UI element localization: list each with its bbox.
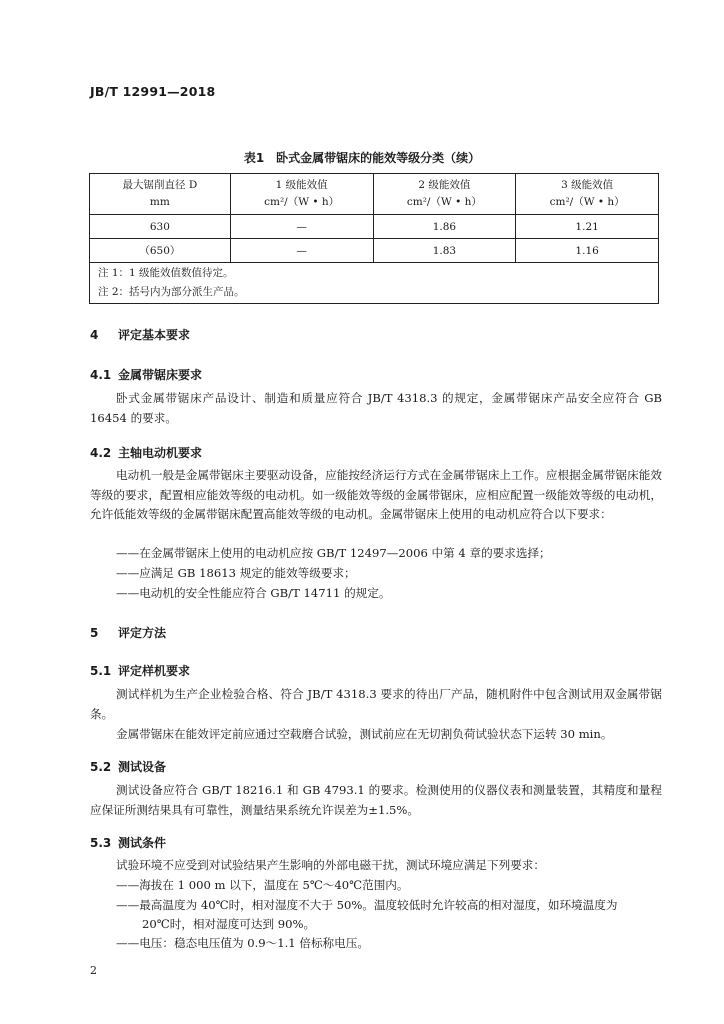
table-notes-row xyxy=(90,263,659,304)
paragraph: 测试样机为生产企业检验合格、符合 JB/T 4318.3 要求的待出厂产品，随机附件中包含测试用双金属带锯条。 xyxy=(90,687,662,721)
table-title: 表1 卧式金属带锯床的能效等级分类（续） xyxy=(243,151,481,165)
header-cell: 最大锯削直径 D mm xyxy=(90,174,231,215)
table-cell: 1.86 xyxy=(373,215,516,239)
table-note: 注 1：1 级能效值数值待定。 xyxy=(98,267,234,279)
table-cell: — xyxy=(230,239,373,263)
list-item: ——在金属带锯床上使用的电动机应按 GB/T 12497—2006 中第 4 章的要求选择； xyxy=(116,546,551,560)
page-number: 2 xyxy=(90,964,97,977)
energy-efficiency-table xyxy=(89,173,659,304)
list-item: ——电压：稳态电压值为 0.9～1.1 倍标称电压。 xyxy=(116,936,369,950)
section-heading: 5 评定方法 xyxy=(90,626,167,640)
paragraph: 试验环境不应受到对试验结果产生影响的外部电磁干扰，测试环境应满足下列要求： xyxy=(116,858,545,872)
section-heading: 4 评定基本要求 xyxy=(90,328,191,342)
subsection-heading: 4.1 金属带锯床要求 xyxy=(90,368,203,382)
table-cell: （650） xyxy=(90,239,231,263)
subsection-heading: 5.1 评定样机要求 xyxy=(90,664,191,678)
table-cell: 1.16 xyxy=(516,239,659,263)
table-header-row xyxy=(90,174,659,215)
table-cell: — xyxy=(230,215,373,239)
header-cell: 1 级能效值 cm²/（W • h） xyxy=(230,174,373,215)
table-cell: 630 xyxy=(90,215,231,239)
paragraph: 卧式金属带锯床产品设计、制造和质量应符合 JB/T 4318.3 的规定，金属带锯床产品安全应符合 GB 16454 的要求。 xyxy=(90,391,662,425)
list-item: ——应满足 GB 18613 规定的能效等级要求； xyxy=(116,566,356,580)
table-note: 注 2：括号内为部分派生产品。 xyxy=(98,286,245,298)
subsection-heading: 5.2 测试设备 xyxy=(90,760,167,774)
list-item: ——最高温度为 40℃时，相对湿度不大于 50%。温度较低时允许较高的相对湿度，如环境温度为 xyxy=(116,898,618,912)
header-cell: 3 级能效值 cm²/（W • h） xyxy=(516,174,659,215)
table-notes xyxy=(90,263,659,304)
table-row xyxy=(90,215,659,239)
table-row xyxy=(90,239,659,263)
table-cell: 1.83 xyxy=(373,239,516,263)
paragraph: 测试设备应符合 GB/T 18216.1 和 GB 4793.1 的要求。检测使用的仪器仪表和测量装置，其精度和量程应保证所测结果具有可靠性，测量结果系统允许误差为±1.5%。 xyxy=(90,783,662,817)
paragraph: 金属带锯床在能效评定前应通过空载磨合试验，测试前应在无切割负荷试验状态下运转 30 min。 xyxy=(116,727,613,741)
standard-number: JB/T 12991—2018 xyxy=(90,84,216,99)
list-item: ——电动机的安全性能应符合 GB/T 14711 的规定。 xyxy=(116,586,391,600)
paragraph: 电动机一般是金属带锯床主要驱动设备，应能按经济运行方式在金属带锯床上工作。应根据金属带锯床能效等级的要求，配置相应能效等级的电动机。如一级能效等级的金属带锯床，应相应配置一级能效等级的电动机，允许低能效等级的金属带锯床配置高能效等级的电动机。金属带锯床上使用的电动机应符合以下要求： xyxy=(90,468,662,521)
subsection-heading: 4.2 主轴电动机要求 xyxy=(90,446,203,460)
subsection-heading: 5.3 测试条件 xyxy=(90,836,167,850)
table-cell: 1.21 xyxy=(516,215,659,239)
header-cell: 2 级能效值 cm²/（W • h） xyxy=(373,174,516,215)
list-item-continuation: 20℃时，相对湿度可达到 90%。 xyxy=(142,917,316,931)
list-item: ——海拔在 1 000 m 以下，温度在 5℃～40℃范围内。 xyxy=(116,878,409,892)
